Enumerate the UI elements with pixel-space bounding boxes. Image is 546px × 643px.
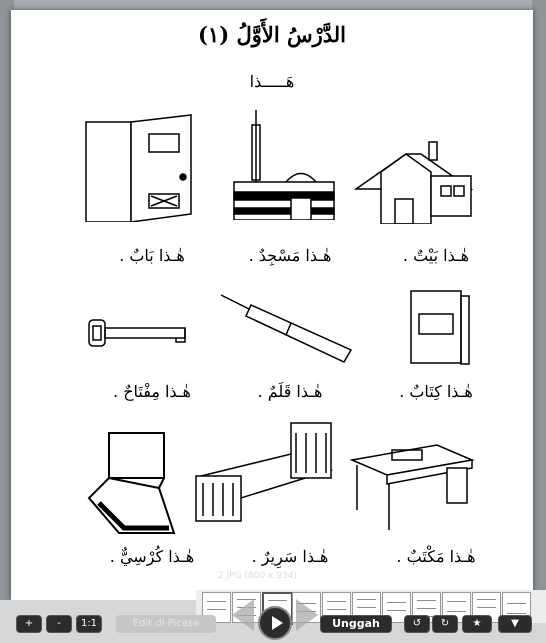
page-title: (١) الدَّرْسُ الأَوَّلُ bbox=[197, 22, 347, 47]
house-illustration bbox=[351, 114, 501, 224]
menu-button[interactable] bbox=[498, 615, 532, 633]
chevron-right-icon[interactable] bbox=[296, 599, 318, 631]
zoom-in-button[interactable]: + bbox=[16, 615, 42, 633]
edit-in-picasa-button[interactable]: Edit di Picasa bbox=[116, 615, 216, 633]
door-illustration bbox=[81, 112, 231, 222]
right-background-strip bbox=[532, 0, 546, 643]
bed-illustration bbox=[191, 418, 341, 528]
caption-desk: هٰـذا مَكْتَبٌ . bbox=[396, 547, 476, 566]
caption-pen: هٰـذا قَلَمٌ . bbox=[257, 382, 323, 401]
zoom-out-button[interactable]: - bbox=[46, 615, 72, 633]
play-icon bbox=[272, 616, 283, 630]
mosque-illustration bbox=[216, 110, 366, 220]
star-icon: ★ bbox=[472, 618, 482, 629]
page-subtitle: هَـــــذا bbox=[249, 72, 295, 91]
play-button[interactable] bbox=[258, 606, 292, 640]
rotate-left-button[interactable] bbox=[404, 615, 430, 633]
star-button[interactable] bbox=[462, 615, 492, 633]
chevron-down-icon: ▼ bbox=[511, 618, 519, 629]
upload-button[interactable]: Unggah bbox=[320, 615, 392, 633]
image-viewer[interactable] bbox=[11, 10, 533, 600]
book-illustration bbox=[371, 286, 521, 396]
chevron-left-icon[interactable] bbox=[232, 599, 254, 631]
caption-door: هٰـذا بَابٌ . bbox=[119, 246, 185, 265]
caption-bed: هٰـذا سَرِيرٌ . bbox=[251, 547, 329, 566]
caption-chair: هٰـذا كُرْسِيٌّ . bbox=[109, 547, 195, 566]
actual-size-button[interactable]: 1:1 bbox=[76, 615, 102, 633]
rotate-left-icon: ↺ bbox=[412, 618, 422, 629]
caption-mosque: هٰـذا مَسْجِدٌ . bbox=[248, 246, 332, 265]
rotate-right-icon: ↻ bbox=[440, 618, 450, 629]
desk-illustration bbox=[347, 430, 497, 540]
file-info-label: 2.JPG (800 x 934) bbox=[218, 571, 297, 581]
rotate-right-button[interactable] bbox=[432, 615, 458, 633]
caption-house: هٰـذا بَيْتٌ . bbox=[402, 246, 470, 265]
caption-book: هٰـذا كِتَابٌ . bbox=[399, 382, 473, 401]
caption-key: هٰـذا مِفْتَاحٌ . bbox=[113, 382, 191, 401]
